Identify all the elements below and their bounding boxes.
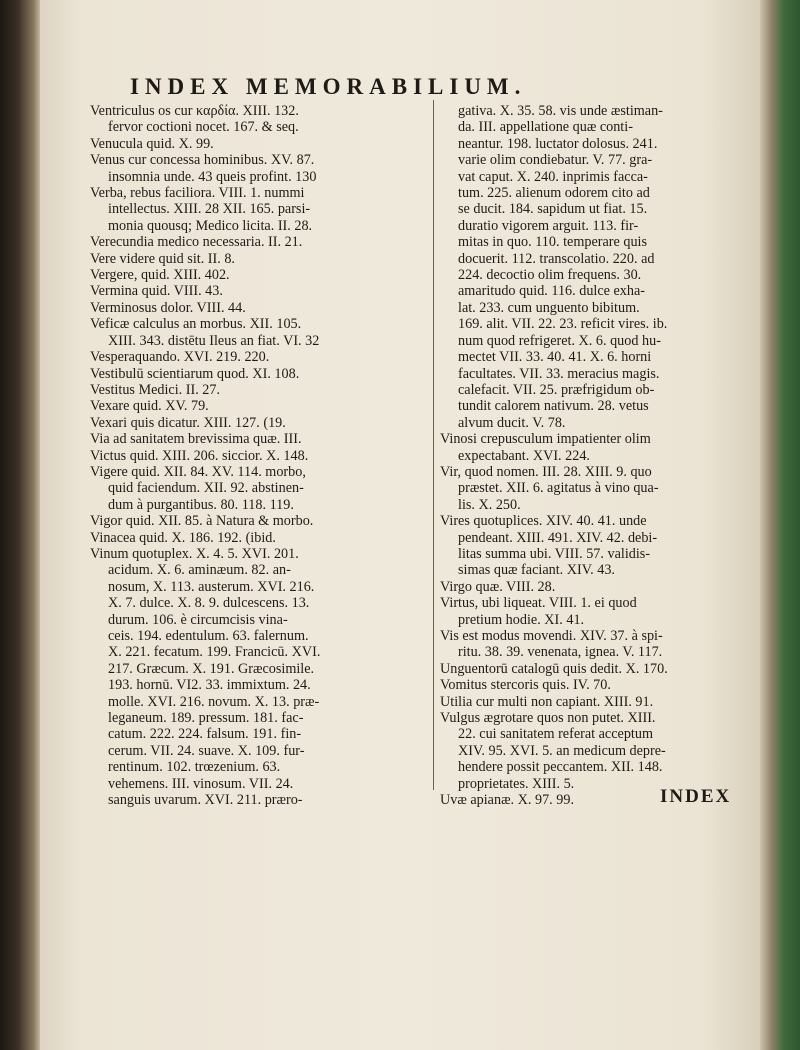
index-entry: nosum, X. 113. austerum. XVI. 216.: [108, 578, 315, 595]
index-entry: varie olim condiebatur. V. 77. gra-: [458, 152, 653, 169]
index-entry: Verba, rebus faciliora. VIII. 1. nummi: [90, 185, 305, 202]
index-entry: leganeum. 189. pressum. 181. fac-: [108, 710, 304, 727]
index-entry: Vulgus ægrotare quos non putet. XIII.: [440, 710, 656, 727]
index-entry: docuerit. 112. transcolatio. 220. ad: [458, 250, 655, 267]
index-entry: 217. Græcum. X. 191. Græcosimile.: [108, 660, 315, 677]
index-entry: Utilia cur multi non capiant. XIII. 91.: [440, 693, 654, 710]
index-entry: proprietates. XIII. 5.: [458, 775, 575, 792]
index-entry: vat caput. X. 240. inprimis facca-: [458, 168, 648, 185]
index-entry: Via ad sanitatem brevissima quæ. III.: [90, 431, 302, 448]
index-entry: Vergere, quid. XIII. 402.: [90, 267, 230, 284]
index-entry: Vis est modus movendi. XIV. 37. à spi-: [440, 628, 663, 644]
index-entry: XIII. 343. distētu Ileus an fiat. VI. 32: [108, 332, 320, 349]
index-entry: pretium hodie. XI. 41.: [458, 611, 585, 628]
index-entry: calefacit. VII. 25. præfrigidum ob-: [458, 381, 655, 398]
index-entry: Venus cur concessa hominibus. XV. 87.: [90, 152, 315, 169]
index-entry: acidum. X. 6. aminæum. 82. an-: [108, 562, 291, 579]
index-entry: mitas in quo. 110. temperare quis: [458, 234, 647, 251]
index-entry: expectabant. XVI. 224.: [458, 447, 590, 464]
index-entry: pendeant. XIII. 491. XIV. 42. debi-: [458, 529, 658, 546]
index-entry: litas summa ubi. VIII. 57. validis-: [458, 545, 651, 562]
index-entry: gativa. X. 35. 58. vis unde æstiman-: [458, 103, 663, 119]
index-entry: rentinum. 102. trœzenium. 63.: [108, 759, 281, 776]
index-entry: X. 7. dulce. X. 8. 9. dulcescens. 13.: [108, 595, 310, 612]
index-entry: 224. decoctio olim frequens. 30.: [458, 267, 642, 284]
index-entry: se ducit. 184. sapidum ut fiat. 15.: [458, 201, 648, 218]
index-entry: hendere possit peccantem. XII. 148.: [458, 759, 663, 776]
index-entry: præstet. XII. 6. agitatus à vino qua-: [458, 480, 659, 497]
index-entry: tundit calorem nativum. 28. vetus: [458, 398, 649, 415]
index-entry: tum. 225. alienum odorem cito ad: [458, 185, 650, 202]
index-entry: cerum. VII. 24. suave. X. 109. fur-: [108, 742, 305, 759]
index-entry: amaritudo quid. 116. dulce exha-: [458, 283, 646, 300]
column-divider: [433, 100, 434, 790]
index-entry: Vinosi crepusculum impatienter olim: [440, 431, 651, 448]
index-entry: ritu. 38. 39. venenata, ignea. V. 117.: [458, 644, 663, 661]
catchword: INDEX: [660, 786, 732, 807]
index-entry: Vere videre quid sit. II. 8.: [90, 250, 235, 267]
index-entry: Vinacea quid. X. 186. 192. (ibid.: [90, 529, 276, 546]
index-entry: Vesperaquando. XVI. 219. 220.: [90, 349, 270, 366]
index-entry: Vir, quod nomen. III. 28. XIII. 9. quo: [440, 463, 652, 480]
index-entry: neantur. 198. luctator dolosus. 241.: [458, 135, 658, 152]
index-entry: num quod refrigeret. X. 6. quod hu-: [458, 332, 661, 349]
index-entry: Verecundia medico necessaria. II. 21.: [90, 234, 303, 251]
index-entry: duratio vigorem arguit. 113. fir-: [458, 217, 639, 234]
index-entry: Vestitus Medici. II. 27.: [90, 381, 221, 398]
index-entry: Virgo quæ. VIII. 28.: [440, 578, 556, 595]
index-entry: Vexari quis dicatur. XIII. 127. (19.: [90, 414, 286, 431]
index-entry: 193. hornū. VI2. 33. immixtum. 24.: [108, 677, 311, 694]
index-entry: alvum ducit. V. 78.: [458, 414, 566, 431]
index-entry: ceis. 194. edentulum. 63. falernum.: [108, 628, 309, 644]
index-entry: Uvæ apianæ. X. 97. 99.: [440, 792, 574, 809]
index-entry: durum. 106. è circumcisis vina-: [108, 611, 288, 628]
index-entry: molle. XVI. 216. novum. X. 13. præ-: [108, 693, 320, 710]
index-entry: insomnia unde. 43 queis profint. 130: [108, 168, 317, 185]
index-entry: Vinum quotuplex. X. 4. 5. XVI. 201.: [90, 545, 299, 562]
index-entry: sanguis uvarum. XVI. 211. præro-: [108, 792, 303, 809]
index-entry: facultates. VII. 33. meracius magis.: [458, 365, 660, 382]
index-entry: Unguentorū catalogū quis dedit. X. 170.: [440, 660, 668, 677]
index-entry: fervor coctioni nocet. 167. & seq.: [108, 119, 299, 136]
index-entry: quid faciendum. XII. 92. abstinen-: [108, 480, 304, 497]
index-entry: Vomitus stercoris quis. IV. 70.: [440, 677, 611, 694]
index-entry: Vexare quid. XV. 79.: [90, 398, 209, 415]
index-entry: Victus quid. XIII. 206. siccior. X. 148.: [90, 447, 309, 464]
index-entry: Vestibulū scientiarum quod. XI. 108.: [90, 365, 300, 382]
index-entry: 22. cui sanitatem referat acceptum: [458, 726, 653, 743]
index-entry: Vigor quid. XII. 85. à Natura & morbo.: [90, 513, 314, 530]
index-entry: Veficæ calculus an morbus. XII. 105.: [90, 316, 302, 333]
index-entry: intellectus. XIII. 28 XII. 165. parsi-: [108, 201, 311, 218]
index-entry: Verminosus dolor. VIII. 44.: [90, 299, 246, 316]
book-gutter-left: [0, 0, 40, 1050]
index-entry: Ventriculus os cur καρδία. XIII. 132.: [90, 103, 299, 119]
index-entry: XIV. 95. XVI. 5. an medicum depre-: [458, 742, 666, 759]
index-entry: dum à purgantibus. 80. 118. 119.: [108, 496, 294, 513]
page-header: INDEX MEMORABILIUM.: [130, 74, 527, 99]
index-entry: da. III. appellatione quæ conti-: [458, 119, 633, 136]
index-entry: Vires quotuplices. XIV. 40. 41. unde: [440, 513, 647, 530]
index-column-right: [440, 103, 778, 808]
index-entry: Vigere quid. XII. 84. XV. 114. morbo,: [90, 463, 306, 480]
index-entry: lat. 233. cum unguento bibitum.: [458, 299, 640, 316]
index-entry: Venucula quid. X. 99.: [90, 135, 214, 152]
index-entry: Virtus, ubi liqueat. VIII. 1. ei quod: [440, 595, 637, 612]
index-entry: Vermina quid. VIII. 43.: [90, 283, 223, 300]
index-entry: X. 221. fecatum. 199. Francicū. XVI.: [108, 644, 321, 661]
index-entry: catum. 222. 224. falsum. 191. fin-: [108, 726, 302, 743]
index-entry: lis. X. 250.: [458, 496, 521, 513]
index-entry: simas quæ faciant. XIV. 43.: [458, 562, 615, 579]
index-entry: mectet VII. 33. 40. 41. X. 6. horni: [458, 349, 652, 366]
index-entry: vehemens. III. vinosum. VII. 24.: [108, 775, 294, 792]
index-entry: monia quousq; Medico licita. II. 28.: [108, 217, 313, 234]
index-entry: 169. alit. VII. 22. 23. reficit vires. ib.: [458, 316, 668, 333]
index-column-left: [90, 103, 428, 808]
